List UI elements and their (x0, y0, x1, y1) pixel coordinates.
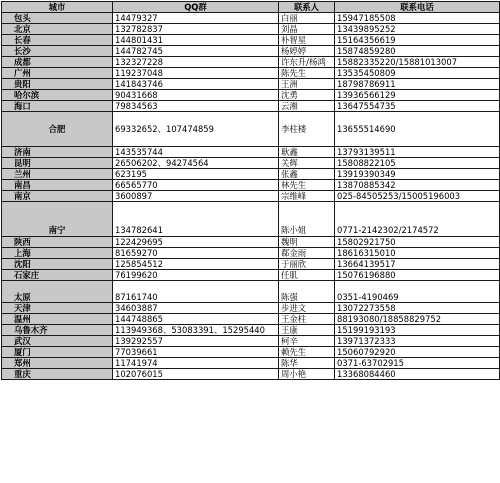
qq-cell[interactable]: 90431668 (113, 90, 279, 101)
contact-cell[interactable]: 任肌 (279, 270, 335, 281)
qq-cell[interactable]: 14479327 (113, 13, 279, 24)
contact-cell[interactable]: 宗维峰 (279, 191, 335, 202)
qq-cell[interactable]: 34603887 (113, 303, 279, 314)
qq-cell[interactable]: 134782641 (113, 202, 279, 237)
qq-cell[interactable]: 81659270 (113, 248, 279, 259)
city-cell[interactable]: 北京 (2, 24, 113, 35)
phone-cell[interactable]: 13655514690 (335, 112, 500, 147)
qq-cell[interactable]: 122429695 (113, 237, 279, 248)
table-row (2, 35, 500, 46)
city-cell[interactable]: 天津 (2, 303, 113, 314)
table-row (2, 259, 500, 270)
city-cell[interactable]: 海口 (2, 101, 113, 112)
table-row (2, 169, 500, 180)
contact-cell[interactable]: 陈华 (279, 358, 335, 369)
city-cell[interactable]: 贵阳 (2, 79, 113, 90)
header-qq[interactable]: QQ群 (113, 2, 279, 13)
city-cell[interactable]: 长沙 (2, 46, 113, 57)
phone-cell[interactable]: 0351-4190469 (335, 281, 500, 303)
qq-cell[interactable]: 26506202、94274564 (113, 158, 279, 169)
contact-cell[interactable]: 王金柱 (279, 314, 335, 325)
city-cell[interactable]: 郑州 (2, 358, 113, 369)
phone-cell[interactable]: 88193080/18858829752 (335, 314, 500, 325)
contact-cell[interactable]: 陈小姐 (279, 202, 335, 237)
table-row (2, 57, 500, 68)
contact-cell[interactable]: 耿鑫 (279, 147, 335, 158)
contact-cell[interactable]: 陈强 (279, 281, 335, 303)
table-row (2, 347, 500, 358)
contact-cell[interactable]: 白丽 (279, 13, 335, 24)
table-row (2, 237, 500, 248)
city-cell[interactable]: 广州 (2, 68, 113, 79)
phone-cell[interactable]: 15076196880 (335, 270, 500, 281)
qq-cell[interactable]: 77039661 (113, 347, 279, 358)
qq-cell[interactable]: 144801431 (113, 35, 279, 46)
city-cell[interactable]: 陕西 (2, 237, 113, 248)
contact-cell[interactable]: 王康 (279, 325, 335, 336)
city-cell[interactable]: 哈尔滨 (2, 90, 113, 101)
city-cell[interactable]: 长春 (2, 35, 113, 46)
contact-cell[interactable]: 陈先生 (279, 68, 335, 79)
table-row (2, 79, 500, 90)
phone-cell[interactable]: 15060792920 (335, 347, 500, 358)
phone-cell[interactable]: 0371-63702915 (335, 358, 500, 369)
contact-cell[interactable]: 云湘 (279, 101, 335, 112)
table-row (2, 336, 500, 347)
qq-cell[interactable]: 132782837 (113, 24, 279, 35)
table-row (2, 314, 500, 325)
qq-cell[interactable]: 102076015 (113, 369, 279, 380)
qq-cell[interactable]: 143535744 (113, 147, 279, 158)
contact-cell[interactable]: 王洲 (279, 79, 335, 90)
phone-cell[interactable]: 15874859280 (335, 46, 500, 57)
phone-cell[interactable]: 13971372333 (335, 336, 500, 347)
qq-cell[interactable]: 113949368、53083391、15295440 (113, 325, 279, 336)
table-row (2, 13, 500, 24)
qq-cell[interactable]: 144748865 (113, 314, 279, 325)
city-cell[interactable]: 昆明 (2, 158, 113, 169)
table-row (2, 147, 500, 158)
phone-cell[interactable]: 18798786911 (335, 79, 500, 90)
phone-cell[interactable]: 13793139511 (335, 147, 500, 158)
table-row (2, 303, 500, 314)
qq-cell[interactable]: 132327228 (113, 57, 279, 68)
qq-cell[interactable]: 76199620 (113, 270, 279, 281)
city-cell[interactable]: 武汉 (2, 336, 113, 347)
table-row (2, 248, 500, 259)
table-row (2, 270, 500, 281)
contact-cell[interactable]: 沈勇 (279, 90, 335, 101)
table-row (2, 112, 500, 147)
phone-cell[interactable]: 13072273558 (335, 303, 500, 314)
contact-cell[interactable]: 杨婷婷 (279, 46, 335, 57)
city-cell[interactable]: 合肥 (2, 112, 113, 147)
table-row (2, 158, 500, 169)
table-row (2, 24, 500, 35)
city-cell[interactable]: 温州 (2, 314, 113, 325)
contact-cell[interactable]: 林先生 (279, 180, 335, 191)
city-cell[interactable]: 厦门 (2, 347, 113, 358)
contact-cell[interactable]: 张鑫 (279, 169, 335, 180)
table-row (2, 281, 500, 303)
city-cell[interactable]: 包头 (2, 13, 113, 24)
phone-cell[interactable]: 13647554735 (335, 101, 500, 112)
contact-cell[interactable]: 魏明 (279, 237, 335, 248)
table-row (2, 101, 500, 112)
table-row (2, 180, 500, 191)
phone-cell[interactable]: 13439895252 (335, 24, 500, 35)
contact-cell[interactable]: 许东升/杨鸿 (279, 57, 335, 68)
header-city[interactable]: 城市 (2, 2, 113, 13)
header-row (2, 2, 500, 13)
qq-cell[interactable]: 11741974 (113, 358, 279, 369)
phone-cell[interactable]: 0771-2142302/2174572 (335, 202, 500, 237)
contact-cell[interactable]: 周小艳 (279, 369, 335, 380)
city-cell[interactable]: 上海 (2, 248, 113, 259)
contact-cell[interactable]: 于丽欣 (279, 259, 335, 270)
city-cell[interactable]: 沈阳 (2, 259, 113, 270)
phone-cell[interactable]: 18616315010 (335, 248, 500, 259)
qq-cell[interactable]: 119237048 (113, 68, 279, 79)
phone-cell[interactable]: 025-84505253/15005196003 (335, 191, 500, 202)
table-row (2, 46, 500, 57)
phone-cell[interactable]: 15947185508 (335, 13, 500, 24)
qq-cell[interactable]: 141843746 (113, 79, 279, 90)
phone-cell[interactable]: 13664139517 (335, 259, 500, 270)
contact-cell[interactable]: 朴智星 (279, 35, 335, 46)
phone-cell[interactable]: 13368084460 (335, 369, 500, 380)
city-cell[interactable]: 乌鲁木齐 (2, 325, 113, 336)
qq-cell[interactable]: 139292557 (113, 336, 279, 347)
city-cell[interactable]: 南宁 (2, 202, 113, 237)
qq-cell[interactable]: 623195 (113, 169, 279, 180)
table-row (2, 90, 500, 101)
city-cell[interactable]: 南京 (2, 191, 113, 202)
contact-cell[interactable]: 赖先生 (279, 347, 335, 358)
contact-cell[interactable]: 郗金雨 (279, 248, 335, 259)
city-cell[interactable]: 石家庄 (2, 270, 113, 281)
phone-cell[interactable]: 15882335220/15881013007 (335, 57, 500, 68)
header-contact[interactable]: 联系人 (279, 2, 335, 13)
contact-cell[interactable]: 柯辛 (279, 336, 335, 347)
contact-cell[interactable]: 李柱楼 (279, 112, 335, 147)
qq-cell[interactable]: 3600897 (113, 191, 279, 202)
table-row (2, 68, 500, 79)
contact-cell[interactable]: 关辉 (279, 158, 335, 169)
city-cell[interactable]: 南昌 (2, 180, 113, 191)
header-phone[interactable]: 联系电话 (335, 2, 500, 13)
phone-cell[interactable]: 15802921750 (335, 237, 500, 248)
qq-cell[interactable]: 66565770 (113, 180, 279, 191)
phone-cell[interactable]: 15808822105 (335, 158, 500, 169)
city-cell[interactable]: 重庆 (2, 369, 113, 380)
city-cell[interactable]: 兰州 (2, 169, 113, 180)
contact-table (1, 1, 500, 380)
table-row (2, 358, 500, 369)
phone-cell[interactable]: 13919390349 (335, 169, 500, 180)
table-row (2, 369, 500, 380)
table-row (2, 191, 500, 202)
qq-cell[interactable]: 87161740 (113, 281, 279, 303)
contact-cell[interactable]: 步进文 (279, 303, 335, 314)
table-row (2, 325, 500, 336)
qq-cell[interactable]: 144782745 (113, 46, 279, 57)
phone-cell[interactable]: 13870885342 (335, 180, 500, 191)
city-cell[interactable]: 济南 (2, 147, 113, 158)
qq-cell[interactable]: 79834563 (113, 101, 279, 112)
phone-cell[interactable]: 13535450809 (335, 68, 500, 79)
city-cell[interactable]: 成都 (2, 57, 113, 68)
table-row (2, 202, 500, 237)
qq-cell[interactable]: 69332652、107474859 (113, 112, 279, 147)
phone-cell[interactable]: 15199193193 (335, 325, 500, 336)
city-cell[interactable]: 太原 (2, 281, 113, 303)
phone-cell[interactable]: 13936566129 (335, 90, 500, 101)
qq-cell[interactable]: 125854512 (113, 259, 279, 270)
phone-cell[interactable]: 15164356619 (335, 35, 500, 46)
contact-cell[interactable]: 刘晶 (279, 24, 335, 35)
